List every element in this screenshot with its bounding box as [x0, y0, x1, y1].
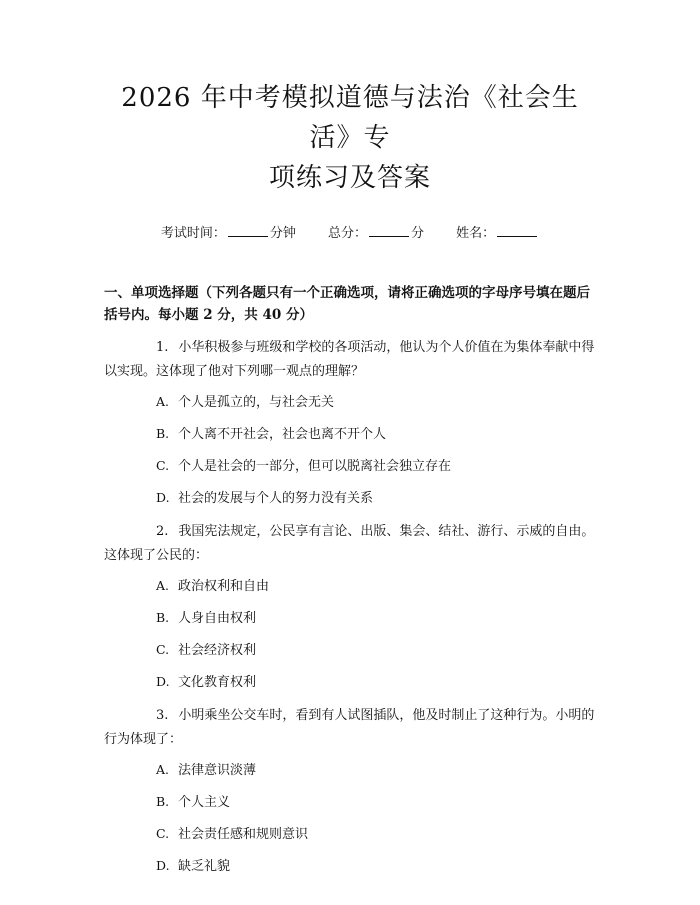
- option-letter: C.: [156, 642, 170, 657]
- student-name-blank: [497, 224, 537, 237]
- option-text: 社会经济权利: [178, 643, 257, 658]
- student-name-field: [456, 224, 539, 244]
- option-list: [104, 576, 596, 693]
- option-text: 个人主义: [178, 795, 231, 810]
- option-d: [104, 672, 596, 693]
- option-letter: C.: [156, 458, 170, 473]
- exam-time-field: [161, 224, 296, 244]
- option-list: [104, 760, 596, 877]
- question-number: 2.: [156, 524, 169, 539]
- option-a: [104, 392, 596, 413]
- option-text: 文化教育权利: [178, 675, 257, 690]
- question-1: [104, 336, 596, 509]
- option-letter: B.: [156, 610, 170, 625]
- question-stem: 小华积极参与班级和学校的各项活动，他认为个人价值在为集体奉献中得以实现。这体现了他对下列哪一观点的理解？: [104, 340, 595, 379]
- option-text: 个人离不开社会，社会也离不开个人: [178, 427, 387, 442]
- question-text: [104, 704, 596, 752]
- question-2: [104, 520, 596, 693]
- option-a: [104, 760, 596, 781]
- option-text: 缺乏礼貌: [178, 859, 231, 874]
- option-text: 社会责任感和规则意识: [178, 827, 309, 842]
- option-letter: D.: [156, 674, 170, 689]
- option-text: 政治权利和自由: [178, 579, 270, 594]
- question-stem: 我国宪法规定，公民享有言论、出版、集会、结社、游行、示威的自由。这体现了公民的：: [104, 524, 595, 563]
- option-letter: A.: [156, 578, 170, 593]
- document-title: [104, 0, 596, 198]
- title-line-1: 2026 年中考模拟道德与法治《社会生活》专: [121, 83, 579, 153]
- total-score-label: 总分：: [327, 226, 367, 241]
- exam-meta-line: [104, 224, 596, 244]
- option-text: 法律意识淡薄: [178, 763, 257, 778]
- option-text: 人身自由权利: [178, 611, 257, 626]
- option-letter: A.: [156, 762, 170, 777]
- option-letter: A.: [156, 394, 170, 409]
- question-number: 3.: [156, 708, 169, 723]
- option-text: 个人是社会的一部分，但可以脱离社会独立存在: [178, 459, 452, 474]
- student-name-label: 姓名：: [456, 226, 496, 241]
- option-list: [104, 392, 596, 509]
- question-text: [104, 336, 596, 384]
- question-number: 1.: [156, 340, 169, 355]
- option-letter: D.: [156, 490, 170, 505]
- exam-time-unit: 分钟: [269, 226, 296, 241]
- option-b: [104, 608, 596, 629]
- question-3: [104, 704, 596, 877]
- option-letter: C.: [156, 826, 170, 841]
- option-letter: B.: [156, 426, 170, 441]
- total-score-field: [328, 224, 424, 244]
- exam-time-label: 考试时间：: [160, 226, 226, 241]
- question-stem: 小明乘坐公交车时，看到有人试图插队，他及时制止了这种行为。小明的行为体现了：: [104, 708, 595, 747]
- section-heading: 一、单项选择题（下列各题只有一个正确选项，请将正确选项的字母序号填在题后括号内。每小题 2 分，共 40 分）: [104, 285, 590, 323]
- option-letter: D.: [156, 858, 170, 873]
- option-c: [104, 640, 596, 661]
- option-c: [104, 456, 596, 477]
- option-d: [104, 488, 596, 509]
- option-text: 个人是孤立的，与社会无关: [178, 395, 335, 410]
- option-b: [104, 792, 596, 813]
- total-score-blank: [369, 224, 409, 237]
- option-d: [104, 856, 596, 877]
- exam-time-blank: [228, 224, 268, 237]
- title-line-2: 项练习及答案: [268, 163, 431, 193]
- option-letter: B.: [156, 794, 170, 809]
- option-b: [104, 424, 596, 445]
- option-c: [104, 824, 596, 845]
- question-text: [104, 520, 596, 568]
- total-score-unit: 分: [411, 226, 425, 241]
- option-a: [104, 576, 596, 597]
- option-text: 社会的发展与个人的努力没有关系: [178, 491, 374, 506]
